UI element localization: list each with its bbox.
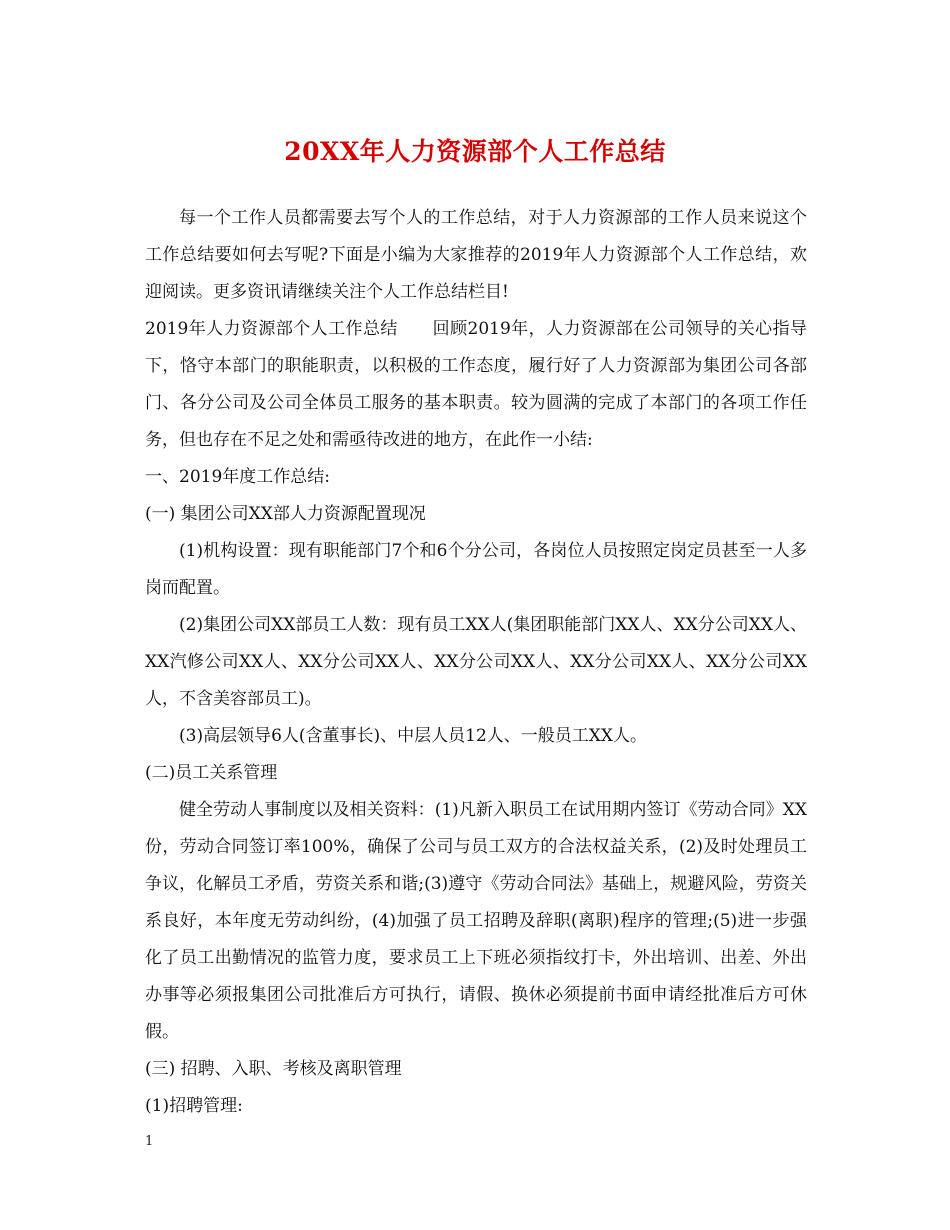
staffing-paragraph-1: (1)机构设置：现有职能部门7个和6个分公司，各岗位人员按照定岗定员甚至一人多岗而配置。 (145, 541, 807, 598)
recruitment-subheading: (1)招聘管理: (145, 1096, 243, 1116)
subsection-heading-employee-relations: (二)员工关系管理 (145, 763, 278, 783)
section-heading-annual-summary: 一、2019年度工作总结: (145, 467, 330, 487)
page-number: 1 (145, 1134, 154, 1149)
intro-paragraph: 每一个工作人员都需要去写个人的工作总结，对于人力资源部的工作人员来说这个工作总结要如何去写呢?下面是小编为大家推荐的2019年人力资源部个人工作总结，欢迎阅读。更多资讯请继续关注个人工作总结栏目! (145, 208, 807, 302)
document-title: 20XX年人力资源部个人工作总结 (284, 137, 666, 166)
subsection-heading-recruitment: (三) 招聘、入职、考核及离职管理 (145, 1059, 402, 1079)
subsection-heading-staffing: (一) 集团公司XX部人力资源配置现况 (145, 504, 426, 524)
document-body (145, 200, 807, 1125)
staffing-paragraph-2: (2)集团公司XX部员工人数：现有员工XX人(集团职能部门XX人、XX分公司XX人、XX汽修公司XX人、XX分公司XX人、XX分公司XX人、XX分公司XX人、XX分公司XX人，不含美容部员工)。 (145, 615, 807, 709)
employee-relations-paragraph: 健全劳动人事制度以及相关资料：(1)凡新入职员工在试用期内签订《劳动合同》XX份，劳动合同签订率100%，确保了公司与员工双方的合法权益关系，(2)及时处理员工争议，化解员工矛盾，劳资关系和谐;(3)遵守《劳动合同法》基础上，规避风险，劳资关系良好，本年度无劳动纠纷，(4)加强了员工招聘及辞职(离职)程序的管理;(5)进一步强化了员工出勤情况的监管力度，要求员工上下班必须指纹打卡，外出培训、出差、外出办事等必须报集团公司批准后方可执行，请假、换休必须提前书面申请经批准后方可休假。 (145, 800, 807, 1042)
summary-paragraph: 2019年人力资源部个人工作总结 回顾2019年，人力资源部在公司领导的关心指导下，恪守本部门的职能职责，以积极的工作态度，履行好了人力资源部为集团公司各部门、各分公司及公司全体员工服务的基本职责。较为圆满的完成了本部门的各项工作任务，但也存在不足之处和需亟待改进的地方，在此作一小结: (145, 319, 807, 450)
staffing-paragraph-3: (3)高层领导6人(含董事长)、中层人员12人、一般员工XX人。 (179, 726, 647, 746)
